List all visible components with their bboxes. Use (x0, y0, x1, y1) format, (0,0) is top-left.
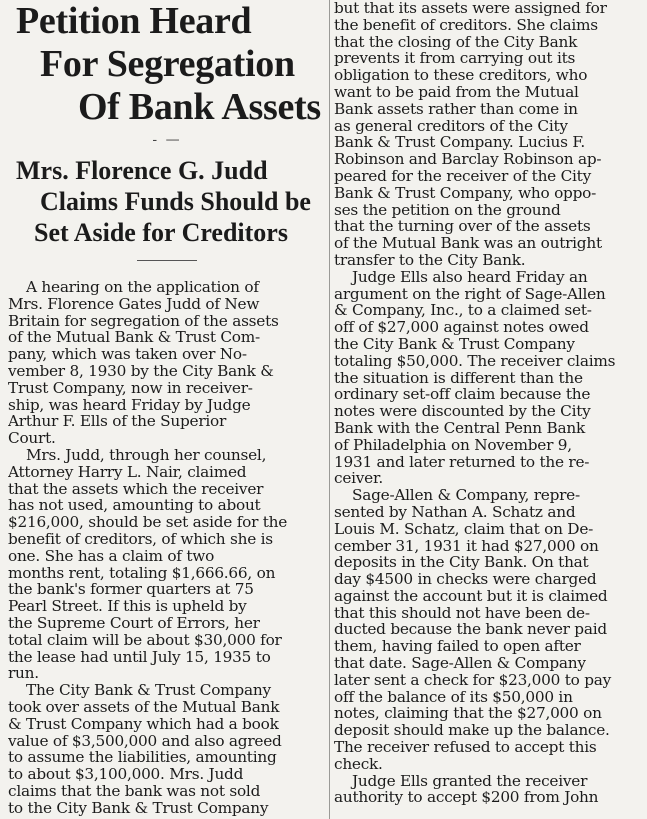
article-text-line: Bank assets rather than come in (334, 99, 578, 118)
column-divider (329, 0, 330, 819)
article-text-line: Bank & Trust Company, who oppo- (334, 183, 597, 202)
article-text-line: value of $3,500,000 and also agreed (8, 731, 282, 750)
article-text-line: Trust Company, now in receiver- (8, 378, 253, 397)
article-text-line: authority to accept $200 from John (334, 788, 599, 807)
article-text-line: months rent, totaling $1,666.66, on (8, 563, 276, 582)
article-text-line: the lease had until July 15, 1935 to (8, 647, 271, 666)
article-text-line: that the assets which the receiver (8, 479, 264, 498)
subhead-rule (137, 260, 197, 261)
article-text-line: claims that the bank was not sold (8, 781, 261, 800)
article-text-line: the City Bank & Trust Company (334, 334, 575, 353)
article-text-line: the Supreme Court of Errors, her (8, 613, 260, 632)
article-text-line: that the closing of the City Bank (334, 32, 578, 51)
article-text-line: ship, was heard Friday by Judge (8, 395, 251, 414)
article-text-line: Robinson and Barclay Robinson ap- (334, 150, 602, 169)
article-text-line: pany, which was taken over No- (8, 345, 247, 364)
article-text-line: off of $27,000 against notes owed (334, 318, 589, 337)
article-text-line: that the turning over of the assets (334, 217, 591, 236)
article-text-line: Britain for segregation of the assets (8, 311, 279, 330)
article-text-line: one. She has a claim of two (8, 546, 215, 565)
article-text-line: benefit of creditors, of which she is (8, 529, 273, 548)
article-text-line: ses the petition on the ground (334, 200, 561, 219)
headline-line-3: Of Bank Assets (78, 86, 321, 128)
article-text-line: The receiver refused to accept this (334, 738, 597, 757)
article-text-line: sented by Nathan A. Schatz and (334, 502, 576, 521)
article-text-line: 1931 and later returned to the re- (334, 452, 590, 471)
article-text-line: argument on the right of Sage-Allen (334, 284, 606, 303)
article-text-line: has not used, amounting to about (8, 496, 261, 515)
article-text-line: cember 31, 1931 it had $27,000 on (334, 536, 599, 555)
article-text-line: the bank's former quarters at 75 (8, 580, 254, 599)
article-text-line: Pearl Street. If this is upheld by (8, 597, 247, 616)
article-text-line: to assume the liabilities, amounting (8, 748, 277, 767)
article-text-line: them, having failed to open after (334, 637, 581, 656)
article-text-line: want to be paid from the Mutual (334, 82, 579, 101)
article-text-line: ceiver. (334, 469, 383, 488)
article-text-line: Mrs. Judd, through her counsel, (26, 445, 267, 464)
article-text-line: notes were discounted by the City (334, 402, 591, 421)
article-text-line: obligation to these creditors, who (334, 66, 588, 85)
article-text-line: transfer to the City Bank. (334, 250, 526, 269)
article-text-line: but that its assets were assigned for (334, 0, 607, 17)
article-text-line: total claim will be about $30,000 for (8, 630, 282, 649)
article-text-line: The City Bank & Trust Company (26, 681, 271, 700)
article-text-line: deposit should make up the balance. (334, 721, 610, 740)
article-text-line: the situation is different than the (334, 368, 583, 387)
article-text-line: $216,000, should be set aside for the (8, 513, 288, 532)
left-column (8, 0, 326, 817)
article-text-line: deposits in the City Bank. On that (334, 553, 589, 572)
headline-separator: - — (152, 132, 182, 148)
article-text-line: check. (334, 754, 383, 773)
article-text-line: to the City Bank & Trust Company (8, 798, 269, 817)
article-text-line: notes, claiming that the $27,000 on (334, 704, 602, 723)
article-text-line: A hearing on the application of (26, 278, 259, 296)
article-text-line: Bank & Trust Company. Lucius F. (334, 133, 585, 152)
article-text-line: against the account but it is claimed (334, 586, 608, 605)
right-column-body (334, 0, 641, 806)
headline-line-2: For Segregation (40, 43, 295, 85)
article-text-line: took over assets of the Mutual Bank (8, 697, 280, 716)
article-text-line: ducted because the bank never paid (334, 620, 607, 639)
article-text-line: off the balance of its $50,000 in (334, 687, 573, 706)
subhead-line-1: Mrs. Florence G. Judd (16, 156, 268, 185)
article-text-line: totaling $50,000. The receiver claims (334, 351, 616, 370)
article-text-line: Sage-Allen & Company, repre- (352, 486, 580, 505)
right-column (334, 0, 641, 806)
article-text-line: day $4500 in checks were charged (334, 570, 597, 589)
article-text-line: Judge Ells also heard Friday an (352, 267, 588, 286)
article-text-line: Bank with the Central Penn Bank (334, 418, 586, 437)
article-text-line: Mrs. Florence Gates Judd of New (8, 294, 260, 313)
article-text-line: of the Mutual Bank & Trust Com- (8, 328, 260, 347)
article-text-line: Court. (8, 429, 56, 448)
article-text-line: vember 8, 1930 by the City Bank & (8, 361, 274, 380)
article-text-line: as general creditors of the City (334, 116, 568, 135)
article-text-line: to about $3,100,000. Mrs. Judd (8, 765, 244, 784)
article-text-line: peared for the receiver of the City (334, 166, 591, 185)
article-text-line: that this should not have been de- (334, 603, 590, 622)
article-text-line: of Philadelphia on November 9, (334, 435, 572, 454)
article-text-line: Attorney Harry L. Nair, claimed (8, 462, 247, 481)
article-text-line: the benefit of creditors. She claims (334, 15, 598, 34)
article-text-line: later sent a check for $23,000 to pay (334, 670, 611, 689)
headline-line-1: Petition Heard (16, 0, 252, 42)
article-text-line: prevents it from carrying out its (334, 49, 576, 68)
article-text-line: ordinary set-off claim because the (334, 385, 591, 404)
article-text-line: Judge Ells granted the receiver (352, 771, 588, 790)
subhead-line-3: Set Aside for Creditors (34, 218, 288, 247)
left-column-body (8, 279, 326, 817)
article-text-line: & Company, Inc., to a claimed set- (334, 301, 592, 320)
article-text-line: run. (8, 664, 39, 683)
article-text-line: of the Mutual Bank was an outright (334, 234, 602, 253)
article-text-line: & Trust Company which had a book (8, 714, 279, 733)
subhead-line-2: Claims Funds Should be (40, 187, 311, 216)
article-text-line: Arthur F. Ells of the Superior (8, 412, 227, 431)
article-text-line: Louis M. Schatz, claim that on De- (334, 519, 594, 538)
article-text-line: that date. Sage-Allen & Company (334, 654, 586, 673)
